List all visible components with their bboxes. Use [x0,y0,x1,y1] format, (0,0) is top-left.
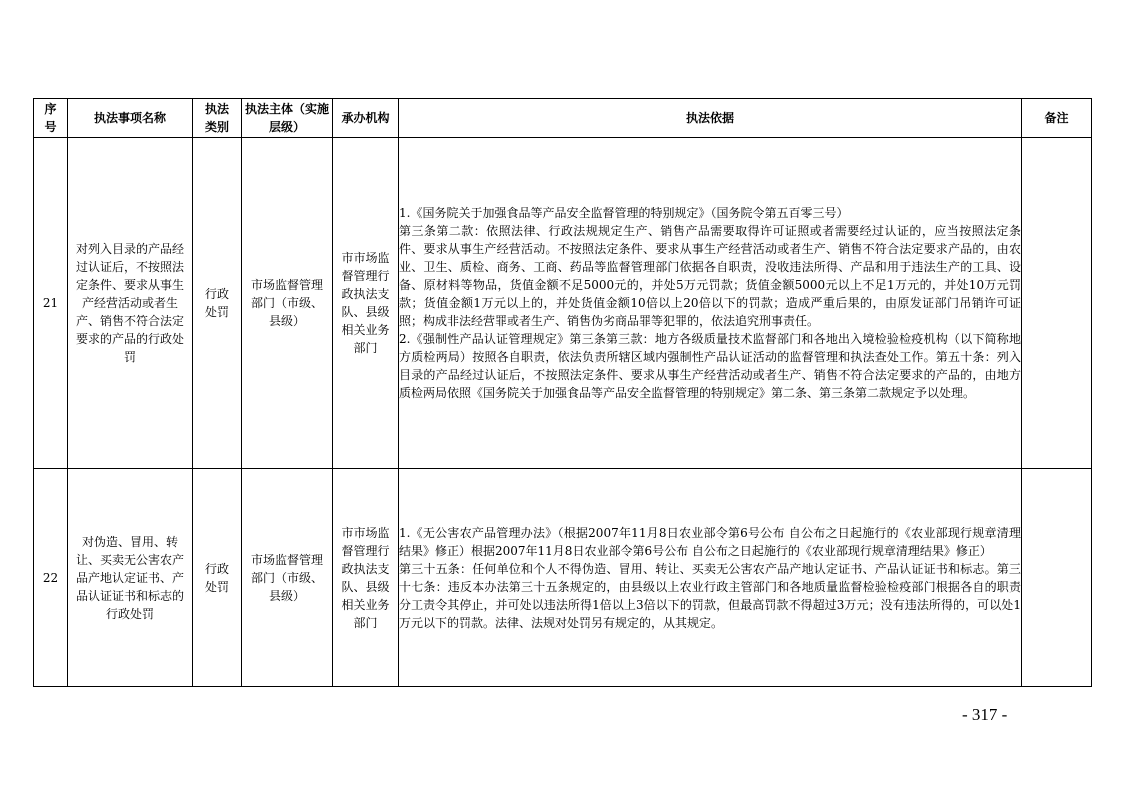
header-name: 执法事项名称 [68,99,193,138]
header-organ: 承办机构 [333,99,399,138]
header-basis: 执法依据 [399,99,1022,138]
basis-paragraph: 1.《无公害农产品管理办法》（根据2007年11月8日农业部令第6号公布 自公布之日起施行的《农业部现行规章清理结果》修正）根据2007年11月8日农业部令第6号公布 自公布之日起施行的《农业部现行规章清理结果》修正） [399,525,1021,558]
basis-paragraph: 第三条第二款：依照法律、行政法规规定生产、销售产品需要取得许可证照或者需要经过认证的，应当按照法定条件、要求从事生产经营活动。不按照法定条件、要求从事生产经营活动或者生产、销售不符合法定要求产品的，由农业、卫生、质检、商务、工商、药品等监督管理部门依据各自职责，没收违法所得、产品和用于违法生产的工具、设备、原材料等物品，货值金额不足5000元的，并处5万元罚款；货值金额5000元以上不足1万元的，并处10万元罚款；货值金额1万元以上的，并处货值金额10倍以上20倍以下的罚款；造成严重后果的，由原发证部门吊销许可证照；构成非法经营罪或者生产、销售伪劣商品罪等犯罪的，依法追究刑事责任。 [399,224,1021,328]
row-basis [399,138,1022,469]
header-note: 备注 [1022,99,1092,138]
page-number: - 317 - [962,705,1008,724]
basis-paragraph: 2.《强制性产品认证管理规定》第三条第三款：地方各级质量技术监督部门和各地出入境检验检疫机构（以下简称地方质检两局）按照各自职责，依法负责所辖区域内强制性产品认证活动的监督管理和执法查处工作。第五十条：列入目录的产品经过认证后，不按照法定条件、要求从事生产经营活动或者生产、销售不符合法定要求的产品的，由地方质检两局依照《国务院关于加强食品等产品安全监督管理的特别规定》第二条、第三条第二款规定予以处理。 [399,332,1021,400]
row-name: 对列入目录的产品经过认证后，不按照法定条件、要求从事生产经营活动或者生产、销售不符合法定要求的产品的行政处罚 [68,138,193,469]
basis-paragraph: 1.《国务院关于加强食品等产品安全监督管理的特别规定》（国务院令第五百零三号） [399,206,849,220]
header-subject: 执法主体（实施层级） [242,99,333,138]
row-subject: 市场监督管理部门（市级、县级） [242,469,333,687]
row-subject: 市场监督管理部门（市级、县级） [242,138,333,469]
row-seq: 21 [34,138,68,469]
table-header-row [34,99,1092,138]
row-note [1022,138,1092,469]
row-organ: 市市场监督管理行政执法支队、县级相关业务部门 [333,469,399,687]
row-category: 行政处罚 [193,138,242,469]
row-note [1022,469,1092,687]
row-basis [399,469,1022,687]
row-name: 对伪造、冒用、转让、买卖无公害农产品产地认定证书、产品认证证书和标志的行政处罚 [68,469,193,687]
basis-paragraph: 第三十五条：任何单位和个人不得伪造、冒用、转让、买卖无公害农产品产地认定证书、产品认证证书和标志。第三十七条：违反本办法第三十五条规定的，由县级以上农业行政主管部门和各地质量监督检验检疫部门根据各自的职责分工责令其停止，并可处以违法所得1倍以上3倍以下的罚款，但最高罚款不得超过3万元；没有违法所得的，可以处1万元以下的罚款。法律、法规对处罚另有规定的，从其规定。 [399,561,1021,630]
enforcement-table [33,98,1092,687]
table-row [34,138,1092,469]
header-category: 执法类别 [193,99,242,138]
row-category: 行政处罚 [193,469,242,687]
header-seq: 序号 [34,99,68,138]
row-organ: 市市场监督管理行政执法支队、县级相关业务部门 [333,138,399,469]
table-row [34,469,1092,687]
row-seq: 22 [34,469,68,687]
